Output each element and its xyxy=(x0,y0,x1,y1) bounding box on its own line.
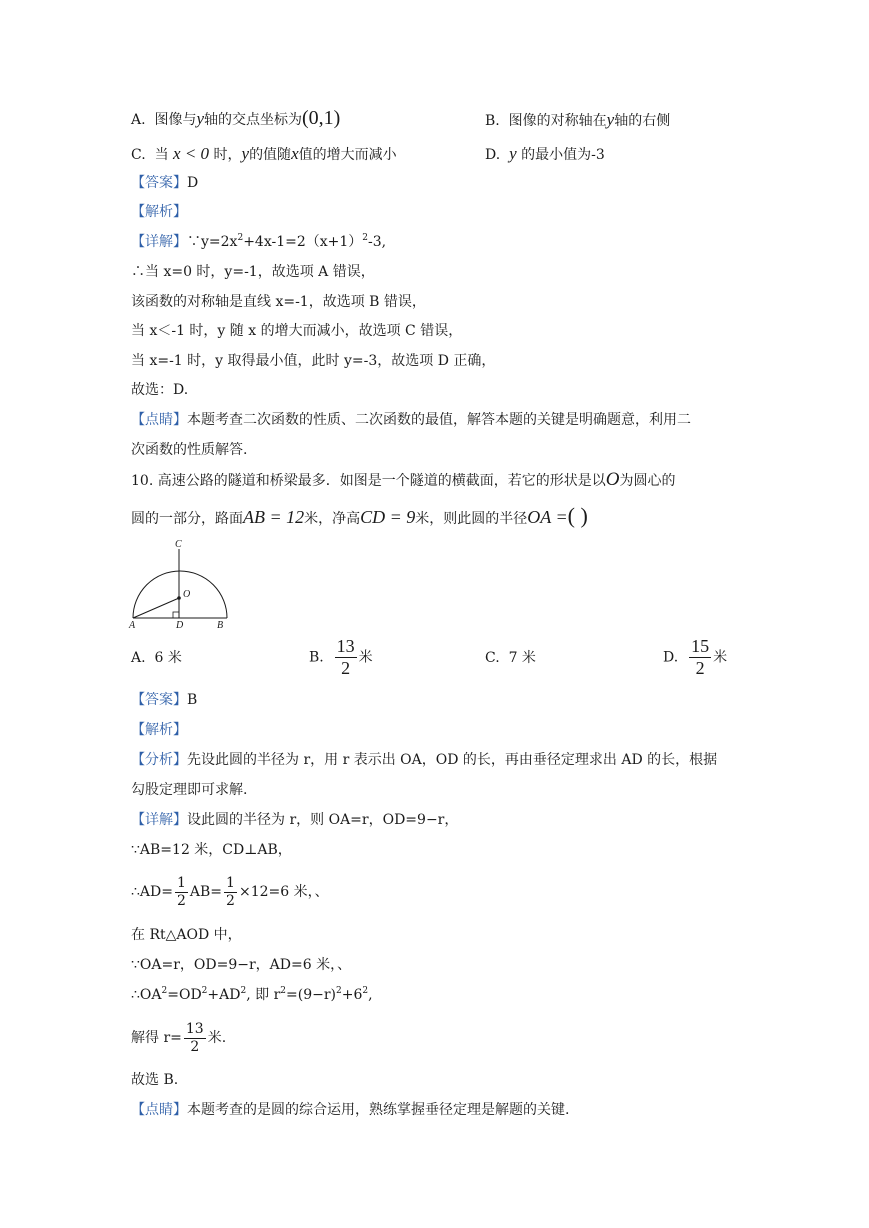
q9-detail-6: 故选：D. xyxy=(131,382,189,398)
q10-option-d: D. $\frac{15}{2}$ 米 xyxy=(663,636,728,678)
label-d: D xyxy=(176,620,184,630)
q9-option-d: D. y 的最小值为-3 xyxy=(485,144,605,163)
label-c: C xyxy=(175,539,182,550)
q9-detail-5: 当 x=-1 时，y 取得最小值，此时 y=-3，故选项 D 正确， xyxy=(131,353,496,369)
q9-answer: 【答案】D xyxy=(131,175,199,191)
label-b: B xyxy=(217,620,224,630)
q10-stem-1: 10. 高速公路的隧道和桥梁最多．如图是一个隧道的横截面，若它的形状是以O为圆心的 xyxy=(131,469,676,490)
q9-detail-1: 【详解】$\because y=2x^2+4x-1=2(x+1)^2-3$, xyxy=(131,233,387,250)
radius-oa xyxy=(133,598,179,618)
q10-option-a: A. 6 米 xyxy=(131,650,182,666)
q10-detail-7: 解得 r= $\frac{13}{2}$ 米. xyxy=(131,1020,227,1055)
q9-option-b: B. 图像的对称轴在y轴的右侧 xyxy=(485,110,671,129)
fraction-13-2-result: $\frac{13}{2}$ xyxy=(185,1020,204,1055)
q10-comment: 【点睛】本题考查的是圆的综合运用，熟练掌握垂径定理是解题的关键. xyxy=(131,1102,570,1118)
q10-option-b: B. $\frac{13}{2}$ 米 xyxy=(309,636,373,678)
fraction-15-2: $\frac{15}{2}$ xyxy=(691,636,710,678)
fraction-13-2: $\frac{13}{2}$ xyxy=(336,636,355,678)
q10-stem-2: 圆的一部分，路面AB = 12米，净高CD = 9米，则此圆的半径OA =( ) xyxy=(131,503,588,528)
fraction-1-2-b: $\frac{1}{2}$ xyxy=(226,874,235,909)
q9-detail-4: 当 x＜-1 时，y 随 x 的增大而减小，故选项 C 错误， xyxy=(131,323,463,339)
q9-detail-3: 该函数的对称轴是直线 x=-1，故选项 B 错误， xyxy=(131,294,426,310)
q9-comment-2: 次函数的性质解答. xyxy=(131,442,248,458)
q10-detail-1: 【详解】设此圆的半径为 r，则 OA=r，OD=9−r， xyxy=(131,812,459,828)
label-o: O xyxy=(183,589,191,600)
q10-detail-2: ∵AB=12 米，CD⊥AB， xyxy=(131,842,292,858)
q10-detail-6: $\therefore OA^2=OD^2+AD^2$, 即 $r^2=(9-r)^2+6^2$, xyxy=(131,986,373,1003)
q9-detail-2: ∴当 x=0 时，y=-1，故选项 A 错误， xyxy=(131,264,375,280)
q9-option-c: C. 当 x < 0 时，y的值随x值的增大而减小 xyxy=(131,144,397,163)
right-angle-mark xyxy=(173,612,179,618)
q10-detail-4: 在 Rt△AOD 中， xyxy=(131,927,242,943)
q10-detail-8: 故选 B. xyxy=(131,1072,179,1088)
q9-comment-1: 【点睛】本题考查二次函数的性质、二次函数的最值，解答本题的关键是明确题意，利用二 xyxy=(131,412,691,428)
tunnel-cross-section-figure xyxy=(126,538,236,630)
center-point-o xyxy=(177,596,181,600)
tunnel-arc xyxy=(133,571,227,618)
q9-option-a: A. 图像与y轴的交点坐标为(0,1) xyxy=(131,107,341,129)
q10-detail-5: ∵OA=r，OD=9−r，AD=6 米，、 xyxy=(131,957,352,973)
label-a: A xyxy=(129,620,136,630)
q10-answer: 【答案】B xyxy=(131,692,198,708)
q9-analysis-heading: 【解析】 xyxy=(131,204,187,220)
q10-option-c: C. 7 米 xyxy=(485,650,536,666)
fraction-1-2-a: $\frac{1}{2}$ xyxy=(176,874,186,909)
q10-detail-3: ∴AD= $\frac{1}{2}$ AB= $\frac{1}{2}$ ×12=6 米，、 xyxy=(131,874,329,909)
q10-analysis-heading: 【解析】 xyxy=(131,722,187,738)
q10-analysis-1: 【分析】先设此圆的半径为 r，用 r 表示出 OA，OD 的长，再由垂径定理求出 AD 的长，根据 xyxy=(131,752,718,768)
q10-analysis-2: 勾股定理即可求解. xyxy=(131,782,248,798)
